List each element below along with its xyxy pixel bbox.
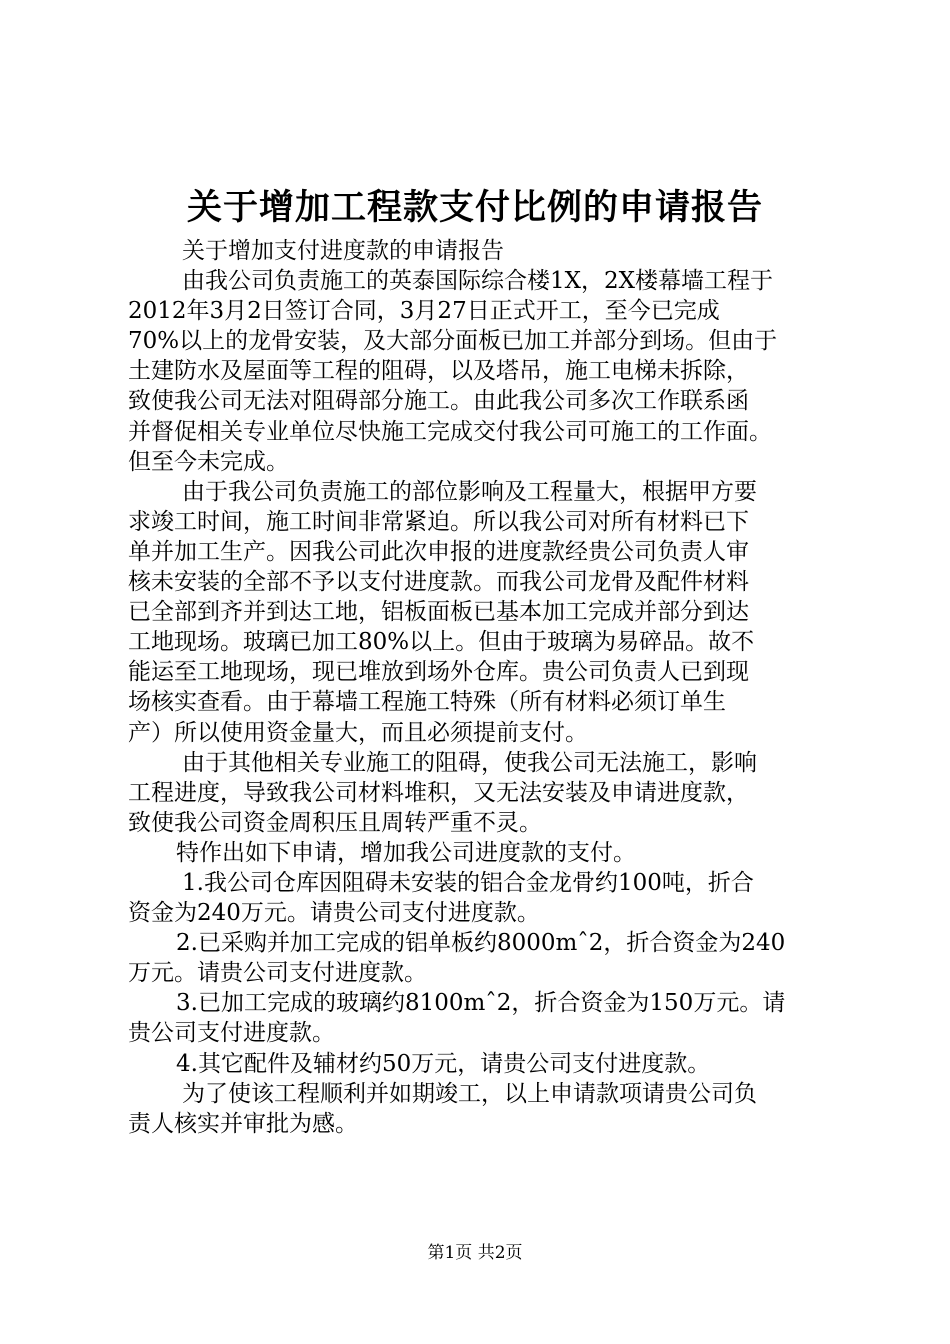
paragraph-line: 工程进度，导致我公司材料堆积，又无法安装及申请进度款，	[128, 779, 749, 806]
paragraph-line: 单并加工生产。因我公司此次申报的进度款经贵公司负责人审	[128, 538, 749, 565]
paragraph-line: 责人核实并审批为感。	[128, 1110, 358, 1137]
paragraph-line: 但至今未完成。	[128, 448, 289, 475]
paragraph-line: 场核实查看。由于幕墙工程施工特殊（所有材料必须订单生	[128, 689, 726, 716]
paragraph-line: 由我公司负责施工的英泰国际综合楼1X，2X楼幕墙工程于	[182, 268, 774, 295]
paragraph-line: 致使我公司无法对阻碍部分施工。由此我公司多次工作联系函	[128, 388, 749, 415]
document-body	[128, 236, 838, 1139]
paragraph-line: 由于我公司负责施工的部位影响及工程量大，根据甲方要	[182, 478, 757, 505]
list-item-line: 贵公司支付进度款。	[128, 1020, 335, 1047]
paragraph-line: 已全部到齐并到达工地，铝板面板已基本加工完成并部分到达	[128, 599, 749, 626]
paragraph-line: 为了使该工程顺利并如期竣工，以上申请款项请贵公司负	[182, 1080, 757, 1107]
paragraph-line: 并督促相关专业单位尽快施工完成交付我公司可施工的工作面。	[128, 418, 772, 445]
subtitle-line: 关于增加支付进度款的申请报告	[182, 238, 504, 264]
paragraph-line: 土建防水及屋面等工程的阻碍，以及塔吊，施工电梯未拆除，	[128, 358, 749, 385]
paragraph-line: 求竣工时间，施工时间非常紧迫。所以我公司对所有材料已下	[128, 508, 749, 535]
paragraph-line: 2012年3月2日签订合同，3月27日正式开工，至今已完成	[128, 298, 720, 325]
list-item-line: 4.其它配件及辅材约50万元，请贵公司支付进度款。	[176, 1050, 711, 1077]
paragraph-line: 致使我公司资金周积压且周转严重不灵。	[128, 809, 542, 836]
page-footer: 第1页 共2页	[427, 1243, 523, 1263]
paragraph-line: 70%以上的龙骨安装，及大部分面板已加工并部分到场。但由于	[128, 328, 778, 355]
paragraph-line: 由于其他相关专业施工的阻碍，使我公司无法施工，影响	[182, 749, 757, 776]
list-item-line: 资金为240万元。请贵公司支付进度款。	[128, 900, 540, 927]
paragraph-line: 能运至工地现场，现已堆放到场外仓库。贵公司负责人已到现	[128, 659, 749, 686]
paragraph-line: 特作出如下申请，增加我公司进度款的支付。	[176, 839, 636, 866]
paragraph-line: 工地现场。玻璃已加工80%以上。但由于玻璃为易碎品。故不	[128, 629, 755, 656]
list-item-line: 2.已采购并加工完成的铝单板约8000mˆ2，折合资金为240	[176, 930, 786, 957]
list-item-line: 3.已加工完成的玻璃约8100mˆ2，折合资金为150万元。请	[176, 990, 786, 1017]
document-title: 关于增加工程款支付比例的申请报告	[186, 187, 763, 228]
list-item-line: 1.我公司仓库因阻碍未安装的铝合金龙骨约100吨，折合	[182, 869, 754, 896]
paragraph-line: 核未安装的全部不予以支付进度款。而我公司龙骨及配件材料	[128, 569, 749, 596]
paragraph-line: 产）所以使用资金量大，而且必须提前支付。	[128, 719, 588, 746]
list-item-line: 万元。请贵公司支付进度款。	[128, 960, 427, 987]
